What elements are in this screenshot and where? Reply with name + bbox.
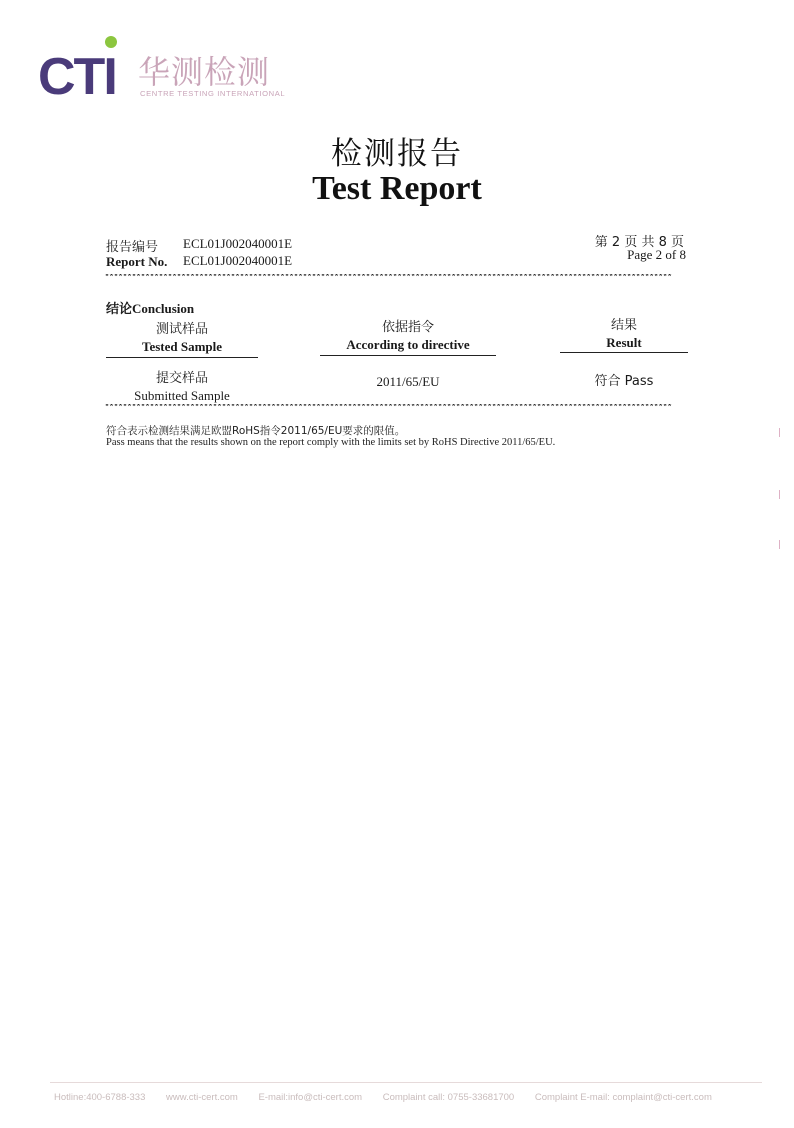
report-no-value-cn: ECL01J002040001E — [183, 236, 293, 251]
edge-mark: | — [778, 490, 782, 500]
report-no-label-en: Report No. — [106, 254, 168, 269]
footer-hotline: Hotline:400-6788-333 — [54, 1092, 146, 1103]
report-no-label-cn: 报告编号 — [106, 240, 159, 255]
logo-en-name: CENTRE TESTING INTERNATIONAL — [140, 89, 286, 98]
cti-logo — [38, 36, 308, 102]
header-result-en: Result — [606, 335, 642, 350]
header-tested-sample-cn: 测试样品 — [155, 322, 208, 337]
header-directive-cn: 依据指令 — [381, 320, 434, 335]
header-result-cn: 结果 — [610, 318, 637, 333]
header-tested-sample-en: Tested Sample — [141, 339, 223, 354]
page-indicator-en: Page 2 of 8 — [627, 247, 686, 262]
footer-web: www.cti-cert.com — [166, 1092, 238, 1103]
logo-cn-name: 华测检测 — [138, 53, 271, 91]
row-directive: 2011/65/EU — [376, 374, 440, 389]
report-no-value-en: ECL01J002040001E — [183, 253, 293, 268]
edge-mark: | — [778, 540, 782, 550]
header-rule-sample — [106, 357, 258, 358]
title-en: Test Report — [312, 170, 482, 207]
note-en: Pass means that the results shown on the report comply with the limits set by RoHS Directive 2011/65/EU. — [106, 437, 556, 448]
footer-email: E-mail:info@cti-cert.com — [258, 1092, 363, 1103]
header-rule-result — [560, 352, 688, 353]
row-result: 符合 Pass — [594, 374, 654, 389]
footer-complaint-email: Complaint E-mail: complaint@cti-cert.com — [534, 1092, 712, 1103]
header-rule-directive — [320, 355, 496, 356]
edge-mark: | — [778, 428, 782, 438]
title-cn: 检测报告 — [331, 136, 463, 172]
cti-logo-mark — [38, 36, 308, 102]
separator-bottom: ****************************************************************************************************************************** — [104, 404, 672, 414]
header-directive-en: According to directive — [346, 337, 470, 352]
footer — [54, 1092, 774, 1103]
header-directive — [320, 316, 496, 353]
row-sample-cn: 提交样品 — [155, 371, 208, 386]
conclusion-heading: 结论Conclusion — [106, 301, 195, 316]
separator-top: ****************************************************************************************************************************** — [104, 274, 672, 284]
logo-wordmark: CTI — [38, 48, 116, 102]
row-sample — [106, 367, 258, 404]
page-indicator-cn: 第 2 页 共 8 页 — [594, 235, 684, 250]
footer-rule — [50, 1082, 762, 1083]
row-sample-en: Submitted Sample — [134, 388, 230, 403]
header-tested-sample — [106, 318, 258, 355]
header-result — [560, 314, 688, 351]
note-cn: 符合表示检测结果满足欧盟RoHS指令2011/65/EU要求的限值。 — [106, 425, 406, 437]
footer-complaint-call: Complaint call: 0755-33681700 — [382, 1092, 515, 1103]
logo-dot — [105, 36, 117, 48]
